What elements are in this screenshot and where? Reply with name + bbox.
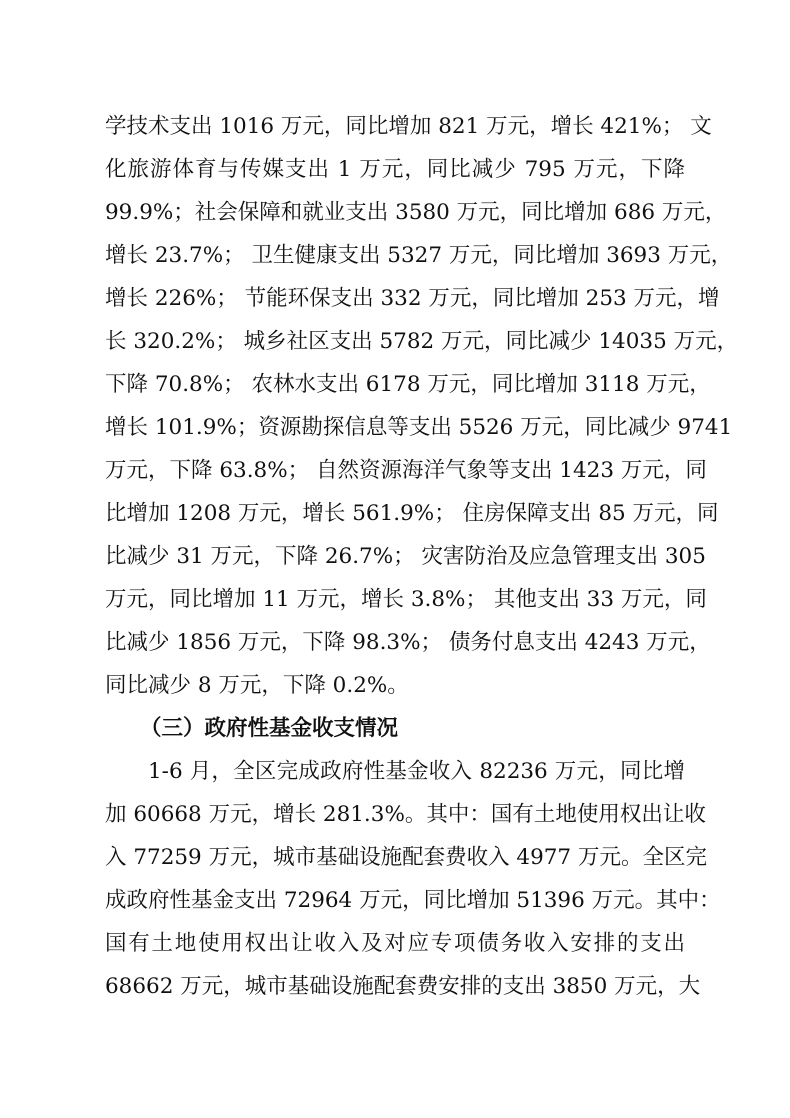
text-line: 入 77259 万元，城市基础设施配套费收入 4977 万元。全区完 bbox=[105, 845, 707, 870]
text-line: 比减少 31 万元，下降 26.7%； 灾害防治及应急管理支出 305 bbox=[105, 544, 706, 569]
text-line: 99.9%；社会保障和就业支出 3580 万元，同比增加 686 万元， bbox=[105, 200, 727, 225]
text-line: 比增加 1208 万元，增长 561.9%； 住房保障支出 85 万元，同 bbox=[105, 501, 719, 526]
text-line: 万元，同比增加 11 万元，增长 3.8%； 其他支出 33 万元，同 bbox=[105, 587, 707, 612]
text-line: 增长 23.7%； 卫生健康支出 5327 万元，同比增加 3693 万元， bbox=[105, 243, 733, 268]
text-line: 下降 70.8%； 农林水支出 6178 万元，同比增加 3118 万元， bbox=[105, 372, 711, 397]
text-line: 增长 226%； 节能环保支出 332 万元，同比增加 253 万元，增 bbox=[105, 286, 720, 311]
text-line: 增长 101.9%；资源勘探信息等支出 5526 万元，同比减少 9741 bbox=[105, 415, 733, 440]
text-line: 比减少 1856 万元，下降 98.3%； 债务付息支出 4243 万元， bbox=[105, 630, 711, 655]
paragraph-first-line: 1-6 月，全区完成政府性基金收入 82236 万元，同比增 bbox=[148, 759, 685, 784]
text-line: 68662 万元，城市基础设施配套费安排的支出 3850 万元，大 bbox=[105, 974, 701, 999]
text-line: 同比减少 8 万元，下降 0.2%。 bbox=[105, 673, 409, 698]
text-line: 国有土地使用权出让收入及对应专项债务收入安排的支出 bbox=[105, 931, 685, 956]
text-line: 成政府性基金支出 72964 万元，同比增加 51396 万元。其中： bbox=[105, 888, 721, 913]
text-line: 学技术支出 1016 万元，同比增加 821 万元，增长 421%； 文 bbox=[105, 114, 712, 139]
text-line: 化旅游体育与传媒支出 1 万元，同比减少 795 万元，下降 bbox=[105, 157, 685, 182]
text-line: 加 60668 万元，增长 281.3%。其中：国有土地使用权出让收 bbox=[105, 802, 706, 827]
section-heading: （三）政府性基金收支情况 bbox=[140, 716, 399, 741]
text-line: 长 320.2%； 城乡社区支出 5782 万元，同比减少 14035 万元， bbox=[105, 329, 739, 354]
text-line: 万元，下降 63.8%； 自然资源海洋气象等支出 1423 万元，同 bbox=[105, 458, 707, 483]
